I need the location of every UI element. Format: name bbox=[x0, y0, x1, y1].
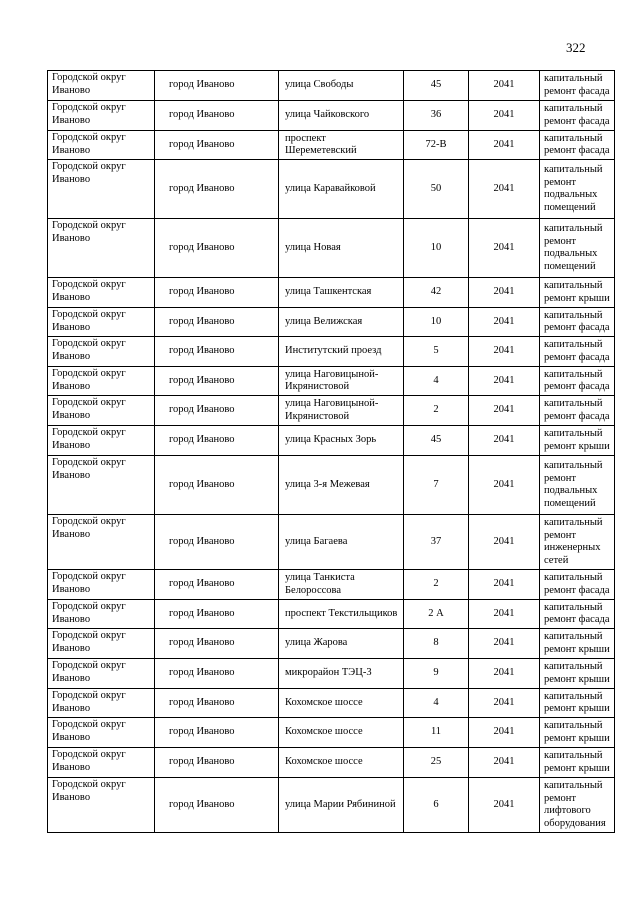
year-cell: 2041 bbox=[469, 718, 540, 748]
year-cell: 2041 bbox=[469, 308, 540, 337]
municipality-cell: Городской округ Иваново bbox=[48, 396, 155, 426]
settlement-cell: город Иваново bbox=[155, 570, 279, 600]
street-cell: микрорайон ТЭЦ-3 bbox=[279, 659, 404, 689]
year-cell: 2041 bbox=[469, 160, 540, 219]
table-row bbox=[48, 629, 615, 659]
settlement-cell: город Иваново bbox=[155, 337, 279, 367]
work-type-cell: капитальный ремонт фасада bbox=[540, 71, 615, 101]
street-cell: проспект Текстильщиков bbox=[279, 600, 404, 629]
year-cell: 2041 bbox=[469, 71, 540, 101]
year-cell: 2041 bbox=[469, 278, 540, 308]
settlement-cell: город Иваново bbox=[155, 748, 279, 778]
table-row bbox=[48, 367, 615, 396]
work-type-cell: капитальный ремонт крыши bbox=[540, 748, 615, 778]
settlement-cell: город Иваново bbox=[155, 71, 279, 101]
year-cell: 2041 bbox=[469, 101, 540, 131]
house-number-cell: 11 bbox=[404, 718, 469, 748]
settlement-cell: город Иваново bbox=[155, 308, 279, 337]
table-row bbox=[48, 160, 615, 219]
street-cell: улица Каравайковой bbox=[279, 160, 404, 219]
municipality-cell: Городской округ Иваново bbox=[48, 101, 155, 131]
house-number-cell: 4 bbox=[404, 689, 469, 718]
work-type-cell: капитальный ремонт фасада bbox=[540, 337, 615, 367]
table-row bbox=[48, 515, 615, 570]
settlement-cell: город Иваново bbox=[155, 396, 279, 426]
municipality-cell: Городской округ Иваново bbox=[48, 308, 155, 337]
work-type-cell: капитальный ремонт фасада bbox=[540, 101, 615, 131]
work-type-cell: капитальный ремонт фасада bbox=[540, 308, 615, 337]
street-cell: Кохомское шоссе bbox=[279, 718, 404, 748]
work-type-cell: капитальный ремонт подвальных помещений bbox=[540, 456, 615, 515]
street-cell: улица Свободы bbox=[279, 71, 404, 101]
year-cell: 2041 bbox=[469, 456, 540, 515]
table-row bbox=[48, 456, 615, 515]
year-cell: 2041 bbox=[469, 778, 540, 833]
municipality-cell: Городской округ Иваново bbox=[48, 131, 155, 160]
work-type-cell: капитальный ремонт фасада bbox=[540, 367, 615, 396]
work-type-cell: капитальный ремонт инженерных сетей bbox=[540, 515, 615, 570]
settlement-cell: город Иваново bbox=[155, 689, 279, 718]
repair-schedule-table bbox=[47, 70, 615, 833]
settlement-cell: город Иваново bbox=[155, 515, 279, 570]
table-row bbox=[48, 71, 615, 101]
municipality-cell: Городской округ Иваново bbox=[48, 629, 155, 659]
house-number-cell: 10 bbox=[404, 308, 469, 337]
table-row bbox=[48, 131, 615, 160]
year-cell: 2041 bbox=[469, 600, 540, 629]
table-row bbox=[48, 748, 615, 778]
work-type-cell: капитальный ремонт лифтового оборудования bbox=[540, 778, 615, 833]
house-number-cell: 5 bbox=[404, 337, 469, 367]
settlement-cell: город Иваново bbox=[155, 778, 279, 833]
street-cell: Институтский проезд bbox=[279, 337, 404, 367]
street-cell: улица Наговицыной-Икрянистовой bbox=[279, 396, 404, 426]
house-number-cell: 2 bbox=[404, 396, 469, 426]
settlement-cell: город Иваново bbox=[155, 367, 279, 396]
municipality-cell: Городской округ Иваново bbox=[48, 689, 155, 718]
street-cell: Кохомское шоссе bbox=[279, 748, 404, 778]
year-cell: 2041 bbox=[469, 131, 540, 160]
year-cell: 2041 bbox=[469, 426, 540, 456]
settlement-cell: город Иваново bbox=[155, 600, 279, 629]
work-type-cell: капитальный ремонт фасада bbox=[540, 131, 615, 160]
year-cell: 2041 bbox=[469, 337, 540, 367]
table-row bbox=[48, 308, 615, 337]
table-row bbox=[48, 659, 615, 689]
year-cell: 2041 bbox=[469, 396, 540, 426]
year-cell: 2041 bbox=[469, 748, 540, 778]
municipality-cell: Городской округ Иваново bbox=[48, 570, 155, 600]
year-cell: 2041 bbox=[469, 659, 540, 689]
settlement-cell: город Иваново bbox=[155, 629, 279, 659]
house-number-cell: 4 bbox=[404, 367, 469, 396]
house-number-cell: 7 bbox=[404, 456, 469, 515]
work-type-cell: капитальный ремонт крыши bbox=[540, 278, 615, 308]
municipality-cell: Городской округ Иваново bbox=[48, 337, 155, 367]
house-number-cell: 42 bbox=[404, 278, 469, 308]
street-cell: улица Велижская bbox=[279, 308, 404, 337]
house-number-cell: 25 bbox=[404, 748, 469, 778]
work-type-cell: капитальный ремонт крыши bbox=[540, 629, 615, 659]
table-body bbox=[48, 71, 615, 833]
page-number: 322 bbox=[566, 40, 586, 55]
table-row bbox=[48, 426, 615, 456]
municipality-cell: Городской округ Иваново bbox=[48, 71, 155, 101]
table-row bbox=[48, 778, 615, 833]
table-row bbox=[48, 337, 615, 367]
municipality-cell: Городской округ Иваново bbox=[48, 659, 155, 689]
municipality-cell: Городской округ Иваново bbox=[48, 278, 155, 308]
municipality-cell: Городской округ Иваново bbox=[48, 778, 155, 833]
street-cell: улица Красных Зорь bbox=[279, 426, 404, 456]
house-number-cell: 10 bbox=[404, 219, 469, 278]
table-row bbox=[48, 570, 615, 600]
street-cell: улица Наговицыной-Икрянистовой bbox=[279, 367, 404, 396]
settlement-cell: город Иваново bbox=[155, 426, 279, 456]
year-cell: 2041 bbox=[469, 689, 540, 718]
municipality-cell: Городской округ Иваново bbox=[48, 219, 155, 278]
municipality-cell: Городской округ Иваново bbox=[48, 748, 155, 778]
work-type-cell: капитальный ремонт крыши bbox=[540, 689, 615, 718]
house-number-cell: 45 bbox=[404, 71, 469, 101]
street-cell: улица Ташкентская bbox=[279, 278, 404, 308]
work-type-cell: капитальный ремонт фасада bbox=[540, 570, 615, 600]
house-number-cell: 72-В bbox=[404, 131, 469, 160]
house-number-cell: 2 А bbox=[404, 600, 469, 629]
settlement-cell: город Иваново bbox=[155, 131, 279, 160]
street-cell: улица Новая bbox=[279, 219, 404, 278]
table-row bbox=[48, 600, 615, 629]
table-row bbox=[48, 101, 615, 131]
table-row bbox=[48, 278, 615, 308]
settlement-cell: город Иваново bbox=[155, 718, 279, 748]
year-cell: 2041 bbox=[469, 219, 540, 278]
street-cell: улица Багаева bbox=[279, 515, 404, 570]
house-number-cell: 45 bbox=[404, 426, 469, 456]
work-type-cell: капитальный ремонт подвальных помещений bbox=[540, 219, 615, 278]
street-cell: улица Танкиста Белороссова bbox=[279, 570, 404, 600]
street-cell: улица 3-я Межевая bbox=[279, 456, 404, 515]
house-number-cell: 6 bbox=[404, 778, 469, 833]
year-cell: 2041 bbox=[469, 570, 540, 600]
house-number-cell: 2 bbox=[404, 570, 469, 600]
street-cell: Кохомское шоссе bbox=[279, 689, 404, 718]
settlement-cell: город Иваново bbox=[155, 219, 279, 278]
year-cell: 2041 bbox=[469, 367, 540, 396]
year-cell: 2041 bbox=[469, 629, 540, 659]
municipality-cell: Городской округ Иваново bbox=[48, 456, 155, 515]
house-number-cell: 50 bbox=[404, 160, 469, 219]
table-row bbox=[48, 689, 615, 718]
work-type-cell: капитальный ремонт подвальных помещений bbox=[540, 160, 615, 219]
municipality-cell: Городской округ Иваново bbox=[48, 600, 155, 629]
municipality-cell: Городской округ Иваново bbox=[48, 515, 155, 570]
settlement-cell: город Иваново bbox=[155, 278, 279, 308]
street-cell: проспект Шереметевский bbox=[279, 131, 404, 160]
house-number-cell: 37 bbox=[404, 515, 469, 570]
settlement-cell: город Иваново bbox=[155, 160, 279, 219]
municipality-cell: Городской округ Иваново bbox=[48, 367, 155, 396]
municipality-cell: Городской округ Иваново bbox=[48, 718, 155, 748]
work-type-cell: капитальный ремонт крыши bbox=[540, 426, 615, 456]
settlement-cell: город Иваново bbox=[155, 101, 279, 131]
street-cell: улица Чайковского bbox=[279, 101, 404, 131]
year-cell: 2041 bbox=[469, 515, 540, 570]
settlement-cell: город Иваново bbox=[155, 659, 279, 689]
house-number-cell: 9 bbox=[404, 659, 469, 689]
street-cell: улица Марии Рябининой bbox=[279, 778, 404, 833]
municipality-cell: Городской округ Иваново bbox=[48, 160, 155, 219]
street-cell: улица Жарова bbox=[279, 629, 404, 659]
table-row bbox=[48, 718, 615, 748]
municipality-cell: Городской округ Иваново bbox=[48, 426, 155, 456]
house-number-cell: 8 bbox=[404, 629, 469, 659]
work-type-cell: капитальный ремонт фасада bbox=[540, 396, 615, 426]
table-row bbox=[48, 219, 615, 278]
work-type-cell: капитальный ремонт фасада bbox=[540, 600, 615, 629]
work-type-cell: капитальный ремонт крыши bbox=[540, 659, 615, 689]
work-type-cell: капитальный ремонт крыши bbox=[540, 718, 615, 748]
house-number-cell: 36 bbox=[404, 101, 469, 131]
table-row bbox=[48, 396, 615, 426]
settlement-cell: город Иваново bbox=[155, 456, 279, 515]
